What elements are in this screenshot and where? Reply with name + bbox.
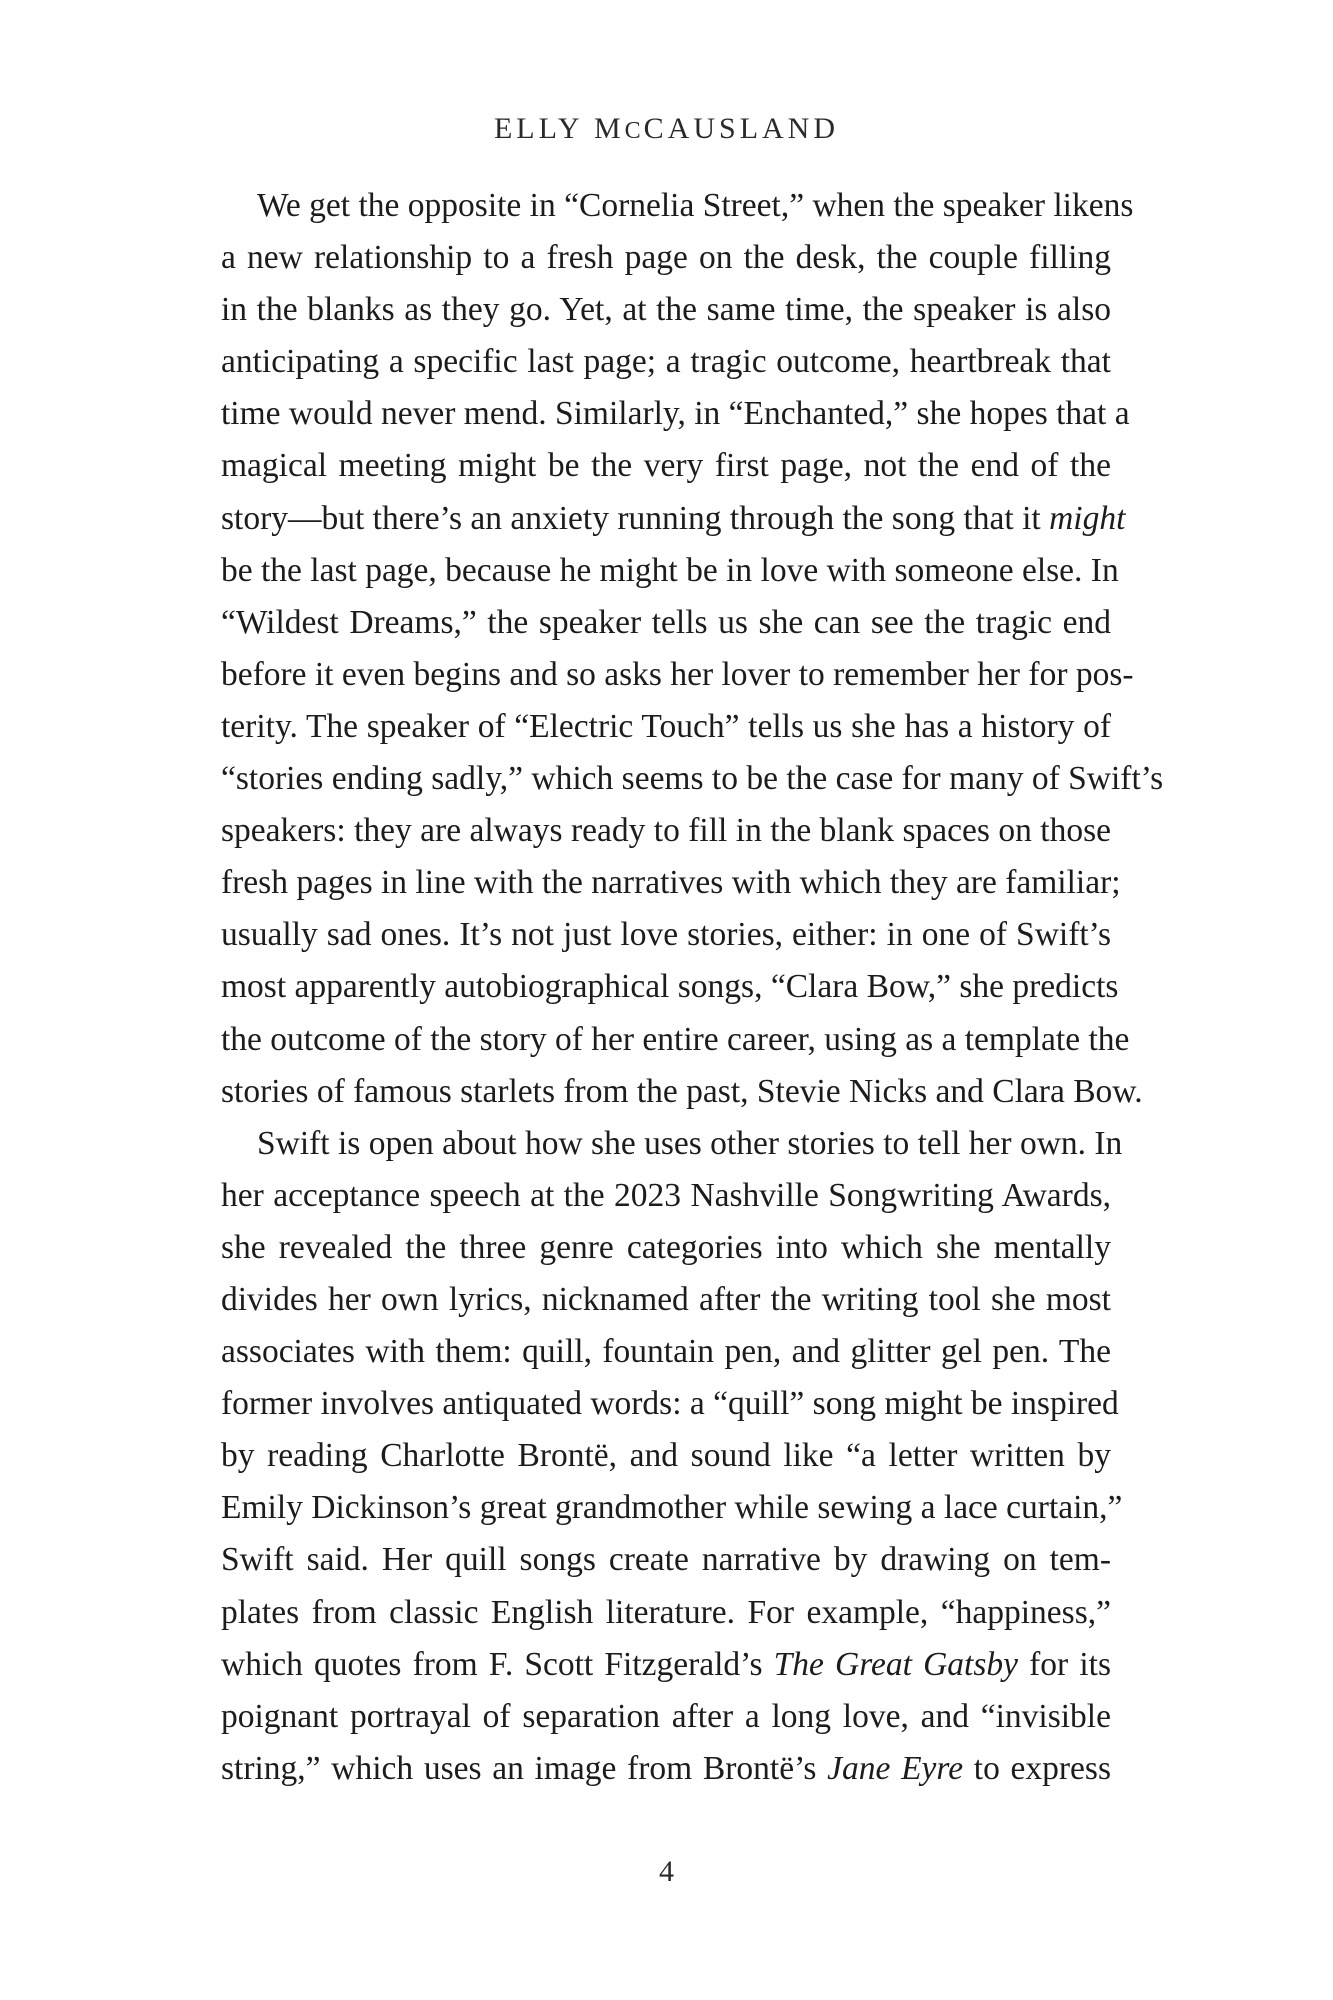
author-name-part3: CAUSLAND: [643, 112, 840, 145]
text-segment: before it even begins and so asks her lover to remember her for pos-: [221, 655, 1134, 693]
text-line: [221, 1274, 1111, 1326]
text-segment: “stories ending sadly,” which seems to be the case for many of Swift’s: [221, 760, 1164, 798]
text-line: [221, 961, 1119, 1013]
text-line: [221, 545, 1119, 597]
text-segment: associates with them: quill, fountain pen, and glitter gel pen. The: [221, 1333, 1111, 1371]
italic-text: might: [1049, 499, 1126, 537]
text-line: [221, 805, 1111, 857]
text-line: [221, 388, 1130, 440]
text-line: [221, 1587, 1111, 1639]
text-segment: former involves antiquated words: a “quill” song might be inspired: [221, 1385, 1119, 1423]
text-segment: plates from classic English literature. For example, “happiness,”: [221, 1593, 1111, 1631]
text-segment: magical meeting might be the very first page, not the end of the: [221, 447, 1111, 485]
text-segment: Swift said. Her quill songs create narrative by drawing on tem-: [221, 1541, 1111, 1579]
author-name-part2: C: [624, 118, 644, 144]
text-segment: terity. The speaker of “Electric Touch” tells us she has a history of: [221, 707, 1111, 745]
running-head: [0, 112, 1333, 146]
text-line: [221, 232, 1111, 284]
text-line: [221, 336, 1111, 388]
text-segment: be the last page, because he might be in love with someone else. In: [221, 551, 1119, 589]
text-line: [221, 1482, 1123, 1534]
text-line: [221, 909, 1111, 961]
text-line: [221, 1743, 1111, 1795]
body-text: [221, 180, 1164, 1795]
text-line: [221, 180, 1134, 232]
text-line: [221, 1691, 1111, 1743]
text-segment: fresh pages in line with the narratives with which they are familiar;: [221, 864, 1121, 902]
text-line: [221, 1326, 1111, 1378]
text-segment: for its: [1018, 1645, 1111, 1683]
text-line: [221, 1430, 1111, 1482]
text-segment: stories of famous starlets from the past, Stevie Nicks and Clara Bow.: [221, 1072, 1143, 1110]
text-line: [221, 493, 1126, 545]
text-line: [221, 857, 1121, 909]
text-segment: divides her own lyrics, nicknamed after the writing tool she most: [221, 1280, 1111, 1318]
text-segment: time would never mend. Similarly, in “Enchanted,” she hopes that a: [221, 395, 1130, 433]
text-segment: story—but there’s an anxiety running through the song that it: [221, 499, 1050, 537]
text-segment: in the blanks as they go. Yet, at the same time, the speaker is also: [221, 291, 1111, 329]
text-segment: string,” which uses an image from Brontë’s: [221, 1749, 828, 1787]
text-line: [221, 1222, 1111, 1274]
text-segment: her acceptance speech at the 2023 Nashville Songwriting Awards,: [221, 1176, 1111, 1214]
text-line: [221, 1014, 1130, 1066]
text-line: [221, 1639, 1111, 1691]
text-line: [221, 701, 1111, 753]
text-line: [221, 1118, 1123, 1170]
text-segment: speakers: they are always ready to fill in the blank spaces on those: [221, 812, 1111, 850]
text-segment: “Wildest Dreams,” the speaker tells us she can see the tragic end: [221, 603, 1111, 641]
text-line: [221, 1378, 1119, 1430]
text-line: [221, 440, 1111, 492]
text-segment: most apparently autobiographical songs, “Clara Bow,” she predicts: [221, 968, 1119, 1006]
text-segment: which quotes from F. Scott Fitzgerald’s: [221, 1645, 774, 1683]
italic-text: The Great Gatsby: [773, 1645, 1018, 1683]
text-segment: usually sad ones. It’s not just love stories, either: in one of Swift’s: [221, 916, 1111, 954]
text-line: [221, 597, 1111, 649]
text-segment: We get the opposite in “Cornelia Street,” when the speaker likens: [257, 187, 1134, 224]
text-segment: the outcome of the story of her entire career, using as a template the: [221, 1020, 1130, 1058]
text-line: [221, 1534, 1111, 1586]
text-segment: Emily Dickinson’s great grandmother while sewing a lace curtain,”: [221, 1489, 1123, 1527]
paragraph: [221, 1118, 1123, 1795]
text-segment: poignant portrayal of separation after a long love, and “invisible: [221, 1697, 1111, 1735]
author-name-part1: ELLY M: [493, 112, 625, 145]
text-line: [221, 649, 1134, 701]
text-line: [221, 753, 1164, 805]
text-segment: anticipating a specific last page; a tragic outcome, heartbreak that: [221, 343, 1111, 381]
italic-text: Jane Eyre: [827, 1749, 964, 1787]
text-line: [221, 284, 1111, 336]
paragraph: [221, 180, 1164, 1118]
page-number: 4: [659, 1855, 674, 1888]
text-segment: a new relationship to a fresh page on the desk, the couple filling: [221, 239, 1111, 277]
text-segment: to express: [963, 1749, 1111, 1787]
text-segment: by reading Charlotte Brontë, and sound like “a letter written by: [221, 1437, 1111, 1475]
text-line: [221, 1066, 1143, 1118]
text-line: [221, 1170, 1111, 1222]
text-segment: she revealed the three genre categories into which she mentally: [221, 1228, 1111, 1266]
text-segment: Swift is open about how she uses other stories to tell her own. In: [257, 1124, 1123, 1162]
